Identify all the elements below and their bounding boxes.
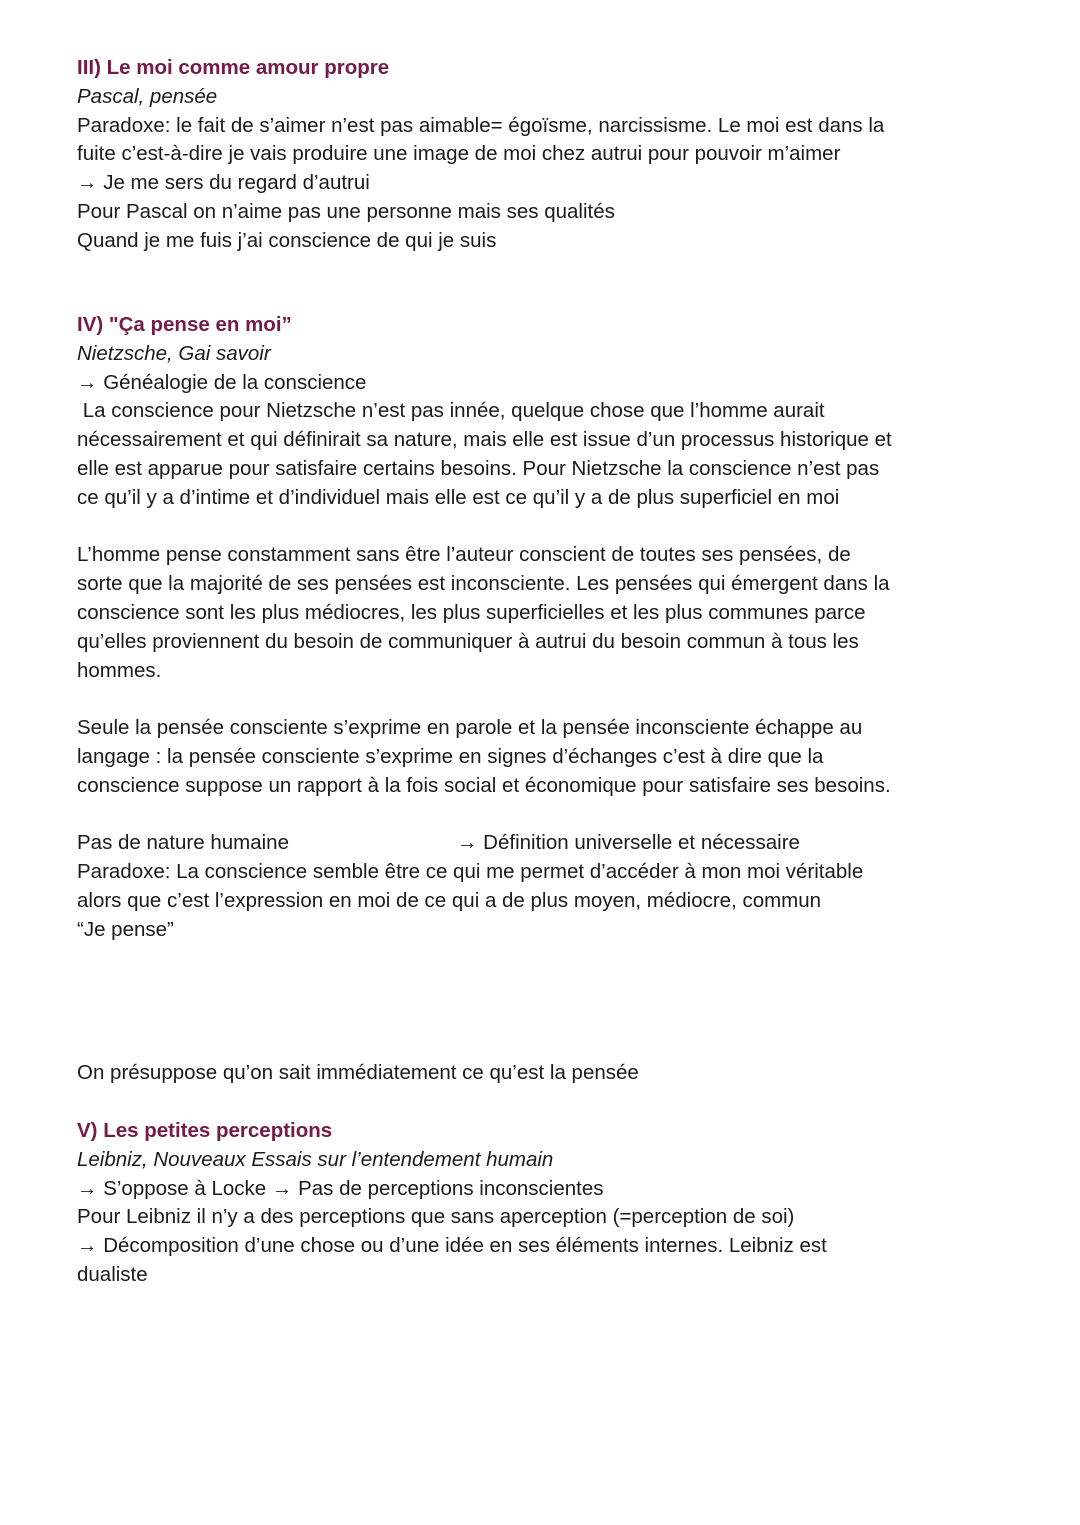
text-line: On présuppose qu’on sait immédiatement ce qu’est la pensée	[77, 1061, 639, 1084]
text-line: → S’oppose à Locke → Pas de perceptions inconscientes	[77, 1176, 604, 1200]
text-line: hommes.	[77, 658, 162, 682]
paragraph-gap	[77, 513, 977, 542]
presupposition-block	[77, 1059, 977, 1088]
section-heading: V) Les petites perceptions	[77, 1119, 333, 1142]
nature-left: Pas de nature humaine	[77, 831, 289, 855]
section-heading: III) Le moi comme amour propre	[77, 56, 390, 79]
section-ca-pense	[77, 311, 977, 945]
paragraph-gap	[77, 801, 977, 830]
text-line: La conscience pour Nietzsche n’est pas innée, quelque chose que l’homme aurait	[77, 399, 825, 423]
text-line: conscience suppose un rapport à la fois social et économique pour satisfaire ses besoins.	[77, 773, 891, 797]
text-line: sorte que la majorité de ses pensées est inconsciente. Les pensées qui émergent dans la	[77, 572, 890, 596]
text-line: ce qu’il y a d’intime et d’individuel mais elle est ce qu’il y a de plus superficiel en moi	[77, 485, 840, 509]
text-line: Paradoxe: La conscience semble être ce qui me permet d’accéder à mon moi véritable	[77, 860, 864, 884]
section-heading: IV) "Ça pense en moi”	[77, 313, 292, 336]
text-line: fuite c’est-à-dire je vais produire une image de moi chez autrui pour pouvoir m’aimer	[77, 142, 841, 166]
text-line: conscience sont les plus médiocres, les plus superficielles et les plus communes parce	[77, 600, 866, 624]
text-line: → Généalogie de la conscience	[77, 370, 367, 394]
text-line: Seule la pensée consciente s’exprime en parole et la pensée inconsciente échappe au	[77, 716, 863, 740]
section-amour-propre	[77, 54, 977, 256]
text-line: langage : la pensée consciente s’exprime en signes d’échanges c’est à dire que la	[77, 744, 824, 768]
text-line: Pour Pascal on n’aime pas une personne mais ses qualités	[77, 199, 615, 223]
text-line: alors que c’est l’expression en moi de ce qui a de plus moyen, médiocre, commun	[77, 888, 822, 912]
text-line: “Je pense”	[77, 917, 174, 941]
text-line: elle est apparue pour satisfaire certains besoins. Pour Nietzsche la conscience n’est pas	[77, 456, 880, 480]
section-source: Pascal, pensée	[77, 84, 218, 108]
text-line: → Décomposition d’une chose ou d’une idée en ses éléments internes. Leibniz est	[77, 1234, 827, 1258]
text-line: qu’elles proviennent du besoin de communiquer à autrui du besoin commun à tous les	[77, 629, 859, 653]
nature-right: → Définition universelle et nécessaire	[456, 831, 800, 855]
text-line: nécessairement et qui définirait sa nature, mais elle est issue d’un processus historique et	[77, 428, 892, 452]
paragraph-gap	[77, 685, 977, 714]
text-line: Quand je me fuis j’ai conscience de qui je suis	[77, 228, 497, 252]
text-line: Paradoxe: le fait de s’aimer n’est pas aimable= égoïsme, narcissisme. Le moi est dans la	[77, 113, 885, 137]
section-petites-perceptions	[77, 1117, 977, 1290]
text-line: L’homme pense constamment sans être l’auteur conscient de toutes ses pensées, de	[77, 543, 851, 567]
text-line: Pour Leibniz il n’y a des perceptions que sans aperception (=perception de soi)	[77, 1205, 795, 1229]
text-line: → Je me sers du regard d’autrui	[77, 171, 370, 195]
section-source: Nietzsche, Gai savoir	[77, 341, 271, 365]
text-line: dualiste	[77, 1262, 148, 1286]
section-source: Leibniz, Nouveaux Essais sur l’entendement humain	[77, 1147, 554, 1171]
nature-line	[77, 829, 977, 858]
